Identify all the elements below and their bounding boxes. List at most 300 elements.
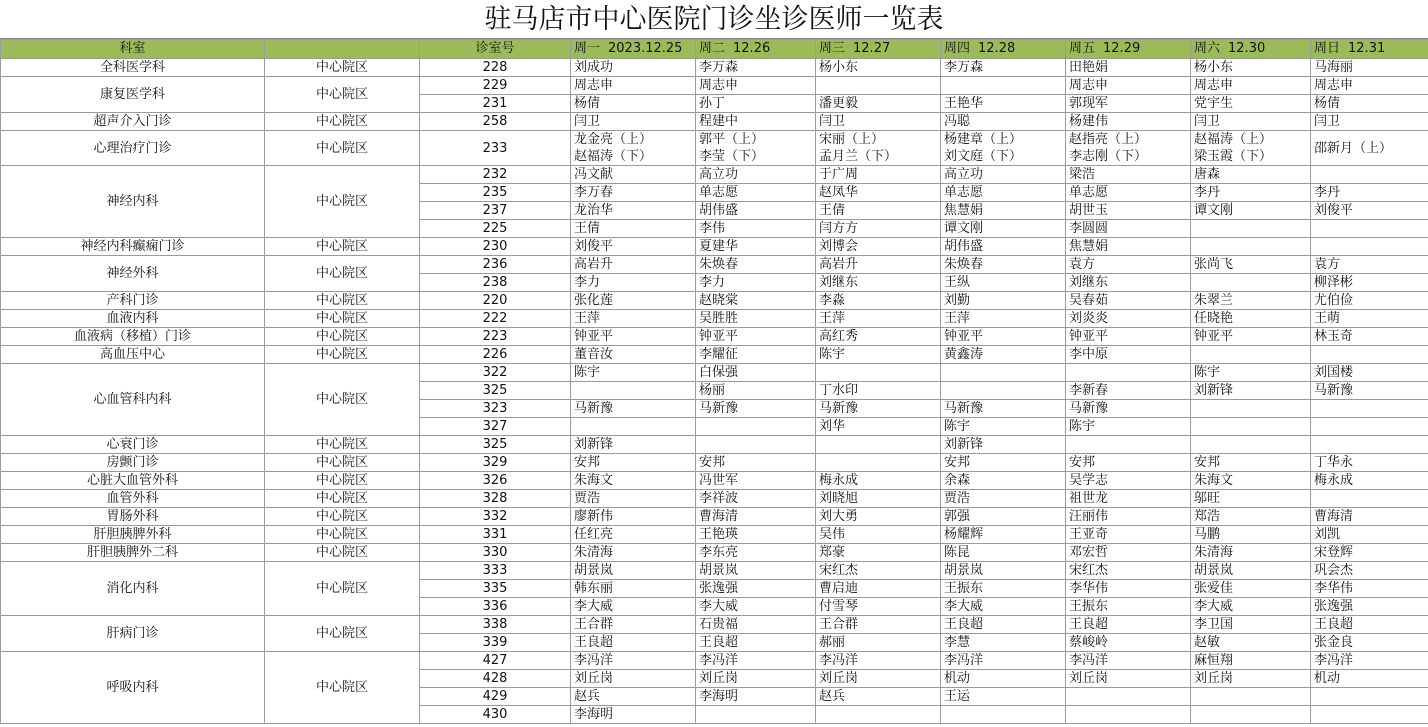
doctor-cell xyxy=(1191,274,1311,292)
doctor-cell: 王萌 xyxy=(1311,310,1428,328)
doctor-cell: 王纵 xyxy=(941,274,1066,292)
doctor-cell: 钟亚平 xyxy=(941,328,1066,346)
doctor-cell: 高岩升 xyxy=(816,256,941,274)
doctor-cell: 郭现军 xyxy=(1066,95,1191,113)
doctor-cell: 贾浩 xyxy=(941,490,1066,508)
page-title: 驻马店市中心医院门诊坐诊医师一览表 xyxy=(0,0,1428,39)
doctor-cell: 朱海文 xyxy=(571,472,696,490)
doctor-cell: 刘丘岗 xyxy=(571,670,696,688)
room-cell: 229 xyxy=(420,77,571,95)
doctor-cell: 刘新锋 xyxy=(941,436,1066,454)
doctor-cell: 朱焕春 xyxy=(941,256,1066,274)
doctor-cell: 王亚奇 xyxy=(1066,526,1191,544)
doctor-cell: 任红亮 xyxy=(571,526,696,544)
room-cell: 327 xyxy=(420,418,571,436)
doctor-cell: 李耀征 xyxy=(696,346,816,364)
doctor-cell: 程建中 xyxy=(696,113,816,131)
doctor-cell: 安邦 xyxy=(696,454,816,472)
room-cell: 429 xyxy=(420,688,571,706)
room-cell: 228 xyxy=(420,59,571,77)
doctor-cell: 王倩 xyxy=(571,220,696,238)
doctor-shift: 邵新月（上） xyxy=(1314,140,1393,156)
department-cell: 血液内科 xyxy=(1,310,265,328)
doctor-shift: 李志刚（下） xyxy=(1069,149,1148,164)
schedule-table xyxy=(0,39,1428,724)
doctor-cell: 陈昆 xyxy=(941,544,1066,562)
doctor-cell: 赵兵 xyxy=(571,688,696,706)
doctor-cell: 单志愿 xyxy=(696,184,816,202)
doctor-cell: 孙丁 xyxy=(696,95,816,113)
doctor-cell: 陈宇 xyxy=(941,418,1066,436)
doctor-cell: 王合群 xyxy=(816,616,941,634)
room-cell: 225 xyxy=(420,220,571,238)
doctor-cell: 李华伟 xyxy=(1066,580,1191,598)
room-cell: 226 xyxy=(420,346,571,364)
doctor-cell: 赵敏 xyxy=(1191,634,1311,652)
doctor-cell: 郑豪 xyxy=(816,544,941,562)
header-day-3: 周三 12.27 xyxy=(816,40,941,59)
doctor-cell: 祖世龙 xyxy=(1066,490,1191,508)
doctor-cell xyxy=(571,131,696,166)
table-row xyxy=(1,77,1428,95)
header-row xyxy=(1,40,1428,59)
doctor-cell: 周志申 xyxy=(1191,77,1311,95)
room-cell: 331 xyxy=(420,526,571,544)
doctor-cell: 李祥波 xyxy=(696,490,816,508)
room-cell: 220 xyxy=(420,292,571,310)
table-row xyxy=(1,544,1428,562)
table-row xyxy=(1,436,1428,454)
department-cell: 房颤门诊 xyxy=(1,454,265,472)
room-cell: 427 xyxy=(420,652,571,670)
doctor-cell: 石贵福 xyxy=(696,616,816,634)
room-cell: 329 xyxy=(420,454,571,472)
doctor-cell: 巩会杰 xyxy=(1311,562,1428,580)
header-day-5: 周五 12.29 xyxy=(1066,40,1191,59)
room-cell: 237 xyxy=(420,202,571,220)
doctor-cell: 吴春茹 xyxy=(1066,292,1191,310)
table-row xyxy=(1,238,1428,256)
room-cell: 325 xyxy=(420,382,571,400)
campus-cell: 中心院区 xyxy=(265,166,420,238)
doctor-cell: 张逸强 xyxy=(696,580,816,598)
doctor-cell: 朱清海 xyxy=(571,544,696,562)
doctor-cell: 杨建伟 xyxy=(1066,113,1191,131)
doctor-cell: 王萍 xyxy=(941,310,1066,328)
doctor-cell: 机动 xyxy=(941,670,1066,688)
doctor-cell: 刘丘岗 xyxy=(1066,670,1191,688)
header-room: 诊室号 xyxy=(420,40,571,59)
doctor-cell: 高立功 xyxy=(941,166,1066,184)
doctor-cell: 李淼 xyxy=(816,292,941,310)
doctor-cell: 李万春 xyxy=(571,184,696,202)
doctor-cell: 宋登辉 xyxy=(1311,544,1428,562)
campus-cell: 中心院区 xyxy=(265,256,420,292)
doctor-shift: 宋丽（上） xyxy=(819,132,885,147)
doctor-cell xyxy=(1191,131,1311,166)
doctor-cell: 曹海清 xyxy=(1311,508,1428,526)
doctor-cell: 李万森 xyxy=(941,59,1066,77)
doctor-cell: 汪丽伟 xyxy=(1066,508,1191,526)
doctor-cell xyxy=(1311,688,1428,706)
doctor-shift: 龙金亮（上） xyxy=(574,132,653,147)
doctor-cell: 宋红杰 xyxy=(1066,562,1191,580)
doctor-cell: 龙治华 xyxy=(571,202,696,220)
campus-cell: 中心院区 xyxy=(265,508,420,526)
doctor-shift: 杨建章（上） xyxy=(944,132,1023,147)
doctor-cell: 安邦 xyxy=(1191,454,1311,472)
department-cell: 呼吸内科 xyxy=(1,652,265,724)
doctor-cell: 刘炎炎 xyxy=(1066,310,1191,328)
campus-cell: 中心院区 xyxy=(265,346,420,364)
doctor-cell xyxy=(816,77,941,95)
department-cell: 心脏大血管外科 xyxy=(1,472,265,490)
doctor-cell xyxy=(1311,220,1428,238)
doctor-cell: 丁水印 xyxy=(816,382,941,400)
doctor-cell: 杨小东 xyxy=(1191,59,1311,77)
campus-cell: 中心院区 xyxy=(265,238,420,256)
doctor-cell: 李万森 xyxy=(696,59,816,77)
doctor-cell xyxy=(1311,131,1428,166)
department-cell: 神经外科 xyxy=(1,256,265,292)
doctor-cell xyxy=(1311,418,1428,436)
doctor-cell: 李冯洋 xyxy=(696,652,816,670)
department-cell: 肝病门诊 xyxy=(1,616,265,652)
table-row xyxy=(1,328,1428,346)
doctor-cell: 李大威 xyxy=(696,598,816,616)
doctor-cell: 李海明 xyxy=(571,706,696,724)
doctor-cell xyxy=(941,364,1066,382)
doctor-cell: 刘新锋 xyxy=(571,436,696,454)
department-cell: 胃肠外科 xyxy=(1,508,265,526)
doctor-cell: 谭文刚 xyxy=(1191,202,1311,220)
doctor-cell: 闫卫 xyxy=(816,113,941,131)
doctor-cell: 王良超 xyxy=(696,634,816,652)
header-day-6: 周六 12.30 xyxy=(1191,40,1311,59)
doctor-cell: 胡伟盛 xyxy=(696,202,816,220)
doctor-cell xyxy=(1191,418,1311,436)
header-day-4: 周四 12.28 xyxy=(941,40,1066,59)
header-day-7: 周日 12.31 xyxy=(1311,40,1428,59)
doctor-cell xyxy=(696,436,816,454)
doctor-cell: 李中原 xyxy=(1066,346,1191,364)
doctor-cell: 李大威 xyxy=(571,598,696,616)
doctor-cell: 曹启迪 xyxy=(816,580,941,598)
table-row xyxy=(1,490,1428,508)
doctor-cell xyxy=(1191,436,1311,454)
doctor-shift: 赵福涛（下） xyxy=(574,149,653,164)
room-cell: 326 xyxy=(420,472,571,490)
room-cell: 333 xyxy=(420,562,571,580)
doctor-cell xyxy=(816,131,941,166)
doctor-cell: 田艳娟 xyxy=(1066,59,1191,77)
doctor-cell xyxy=(1311,436,1428,454)
doctor-cell xyxy=(1066,436,1191,454)
room-cell: 328 xyxy=(420,490,571,508)
doctor-cell: 刘华 xyxy=(816,418,941,436)
table-row xyxy=(1,364,1428,382)
doctor-cell: 冯聪 xyxy=(941,113,1066,131)
table-row xyxy=(1,59,1428,77)
doctor-cell: 胡伟盛 xyxy=(941,238,1066,256)
campus-cell: 中心院区 xyxy=(265,113,420,131)
doctor-cell: 朱海文 xyxy=(1191,472,1311,490)
doctor-cell: 李冯洋 xyxy=(1311,652,1428,670)
campus-cell: 中心院区 xyxy=(265,454,420,472)
doctor-cell xyxy=(1311,490,1428,508)
department-cell: 神经内科癫痫门诊 xyxy=(1,238,265,256)
department-cell: 心血管科内科 xyxy=(1,364,265,436)
doctor-cell: 邬旺 xyxy=(1191,490,1311,508)
doctor-cell: 机动 xyxy=(1311,670,1428,688)
doctor-cell: 李东亮 xyxy=(696,544,816,562)
doctor-cell: 马新豫 xyxy=(696,400,816,418)
doctor-cell xyxy=(1191,220,1311,238)
table-row xyxy=(1,310,1428,328)
department-cell: 超声介入门诊 xyxy=(1,113,265,131)
doctor-cell: 王艳华 xyxy=(941,95,1066,113)
header-area xyxy=(265,40,420,59)
department-cell: 心衰门诊 xyxy=(1,436,265,454)
doctor-cell: 王倩 xyxy=(816,202,941,220)
doctor-cell xyxy=(941,131,1066,166)
room-cell: 233 xyxy=(420,131,571,166)
doctor-cell: 张金良 xyxy=(1311,634,1428,652)
doctor-cell: 马海丽 xyxy=(1311,59,1428,77)
doctor-cell: 钟亚平 xyxy=(1191,328,1311,346)
doctor-cell: 李力 xyxy=(696,274,816,292)
doctor-cell: 李大威 xyxy=(941,598,1066,616)
header-dept: 科室 xyxy=(1,40,265,59)
doctor-cell: 马新豫 xyxy=(816,400,941,418)
doctor-cell: 刘成功 xyxy=(571,59,696,77)
doctor-cell: 李冯洋 xyxy=(941,652,1066,670)
doctor-cell xyxy=(816,454,941,472)
doctor-cell: 赵晓棠 xyxy=(696,292,816,310)
doctor-cell: 高红秀 xyxy=(816,328,941,346)
doctor-cell: 陈宇 xyxy=(571,364,696,382)
campus-cell: 中心院区 xyxy=(265,652,420,724)
doctor-cell: 王良超 xyxy=(571,634,696,652)
campus-cell: 中心院区 xyxy=(265,562,420,616)
doctor-shift: 孟月兰（下） xyxy=(819,149,898,164)
doctor-cell: 刘丘岗 xyxy=(816,670,941,688)
doctor-cell: 于广周 xyxy=(816,166,941,184)
doctor-cell: 刘博会 xyxy=(816,238,941,256)
doctor-cell: 李力 xyxy=(571,274,696,292)
doctor-cell: 马新豫 xyxy=(1066,400,1191,418)
schedule-body xyxy=(1,59,1428,724)
doctor-cell: 郑浩 xyxy=(1191,508,1311,526)
room-cell: 336 xyxy=(420,598,571,616)
doctor-cell: 李华伟 xyxy=(1311,580,1428,598)
table-row xyxy=(1,346,1428,364)
doctor-cell: 李新春 xyxy=(1066,382,1191,400)
doctor-cell: 李卫国 xyxy=(1191,616,1311,634)
doctor-cell xyxy=(816,436,941,454)
doctor-cell: 钟亚平 xyxy=(696,328,816,346)
doctor-cell: 党宇生 xyxy=(1191,95,1311,113)
doctor-cell: 张尚飞 xyxy=(1191,256,1311,274)
campus-cell: 中心院区 xyxy=(265,472,420,490)
room-cell: 339 xyxy=(420,634,571,652)
doctor-cell: 李海明 xyxy=(696,688,816,706)
doctor-cell: 贾浩 xyxy=(571,490,696,508)
doctor-cell: 刘勤 xyxy=(941,292,1066,310)
doctor-cell: 王振东 xyxy=(941,580,1066,598)
doctor-cell: 闫卫 xyxy=(1191,113,1311,131)
doctor-cell: 刘继东 xyxy=(816,274,941,292)
doctor-cell: 任晓艳 xyxy=(1191,310,1311,328)
department-cell: 血管外科 xyxy=(1,490,265,508)
table-row xyxy=(1,131,1428,166)
doctor-cell: 董音汝 xyxy=(571,346,696,364)
doctor-cell: 杨小东 xyxy=(816,59,941,77)
doctor-cell: 安邦 xyxy=(1066,454,1191,472)
doctor-cell: 刘晓旭 xyxy=(816,490,941,508)
doctor-cell: 刘凯 xyxy=(1311,526,1428,544)
doctor-cell: 李伟 xyxy=(696,220,816,238)
doctor-cell: 陈宇 xyxy=(1191,364,1311,382)
room-cell: 236 xyxy=(420,256,571,274)
doctor-cell: 张爱佳 xyxy=(1191,580,1311,598)
doctor-cell: 刘国楼 xyxy=(1311,364,1428,382)
doctor-cell: 邓宏哲 xyxy=(1066,544,1191,562)
doctor-cell: 李圆圆 xyxy=(1066,220,1191,238)
doctor-cell: 张逸强 xyxy=(1311,598,1428,616)
doctor-cell xyxy=(1191,346,1311,364)
room-cell: 235 xyxy=(420,184,571,202)
doctor-cell: 高岩升 xyxy=(571,256,696,274)
room-cell: 323 xyxy=(420,400,571,418)
doctor-cell xyxy=(696,131,816,166)
doctor-cell: 唐森 xyxy=(1191,166,1311,184)
room-cell: 322 xyxy=(420,364,571,382)
table-row xyxy=(1,616,1428,634)
doctor-cell: 冯世军 xyxy=(696,472,816,490)
doctor-cell xyxy=(941,77,1066,95)
department-cell: 心理治疗门诊 xyxy=(1,131,265,166)
doctor-cell xyxy=(1191,688,1311,706)
header-day-2: 周二 12.26 xyxy=(696,40,816,59)
department-cell: 血液病（移植）门诊 xyxy=(1,328,265,346)
doctor-cell xyxy=(1066,706,1191,724)
doctor-cell xyxy=(1191,400,1311,418)
campus-cell: 中心院区 xyxy=(265,292,420,310)
table-row xyxy=(1,526,1428,544)
doctor-cell: 林玉奇 xyxy=(1311,328,1428,346)
doctor-cell: 袁方 xyxy=(1311,256,1428,274)
doctor-cell: 陈宇 xyxy=(1066,418,1191,436)
room-cell: 222 xyxy=(420,310,571,328)
room-cell: 238 xyxy=(420,274,571,292)
doctor-cell: 王萍 xyxy=(571,310,696,328)
doctor-cell: 宋红杰 xyxy=(816,562,941,580)
doctor-cell: 郭强 xyxy=(941,508,1066,526)
doctor-cell: 廖新伟 xyxy=(571,508,696,526)
table-row xyxy=(1,472,1428,490)
doctor-cell: 袁方 xyxy=(1066,256,1191,274)
doctor-cell: 闫卫 xyxy=(571,113,696,131)
room-cell: 258 xyxy=(420,113,571,131)
doctor-cell: 安邦 xyxy=(941,454,1066,472)
table-row xyxy=(1,256,1428,274)
doctor-cell xyxy=(1066,131,1191,166)
doctor-cell: 马新豫 xyxy=(941,400,1066,418)
department-cell: 消化内科 xyxy=(1,562,265,616)
campus-cell: 中心院区 xyxy=(265,77,420,113)
doctor-cell: 刘俊平 xyxy=(571,238,696,256)
doctor-shift: 赵指亮（上） xyxy=(1069,132,1148,147)
doctor-cell: 刘俊平 xyxy=(1311,202,1428,220)
doctor-cell: 胡景岚 xyxy=(1191,562,1311,580)
doctor-cell xyxy=(1311,400,1428,418)
doctor-cell: 付雪琴 xyxy=(816,598,941,616)
doctor-cell: 马鹏 xyxy=(1191,526,1311,544)
doctor-cell: 梅永成 xyxy=(1311,472,1428,490)
doctor-cell: 杨倩 xyxy=(571,95,696,113)
table-row xyxy=(1,562,1428,580)
doctor-cell: 韩东丽 xyxy=(571,580,696,598)
doctor-cell: 王运 xyxy=(941,688,1066,706)
doctor-cell: 柳泽彬 xyxy=(1311,274,1428,292)
room-cell: 231 xyxy=(420,95,571,113)
department-cell: 康复医学科 xyxy=(1,77,265,113)
department-cell: 神经内科 xyxy=(1,166,265,238)
doctor-cell: 王艳瑛 xyxy=(696,526,816,544)
doctor-cell: 安邦 xyxy=(571,454,696,472)
doctor-cell: 朱翠兰 xyxy=(1191,292,1311,310)
doctor-cell: 周志申 xyxy=(1066,77,1191,95)
doctor-cell: 谭文刚 xyxy=(941,220,1066,238)
doctor-cell: 吴胜胜 xyxy=(696,310,816,328)
department-cell: 产科门诊 xyxy=(1,292,265,310)
doctor-cell: 梁浩 xyxy=(1066,166,1191,184)
doctor-cell: 王萍 xyxy=(816,310,941,328)
doctor-cell: 胡景岚 xyxy=(571,562,696,580)
doctor-shift: 李莹（下） xyxy=(699,149,765,164)
room-cell: 335 xyxy=(420,580,571,598)
doctor-cell: 王良超 xyxy=(1311,616,1428,634)
doctor-cell: 黄鑫涛 xyxy=(941,346,1066,364)
doctor-cell: 杨丽 xyxy=(696,382,816,400)
doctor-cell: 闫卫 xyxy=(1311,113,1428,131)
doctor-cell: 夏建华 xyxy=(696,238,816,256)
room-cell: 232 xyxy=(420,166,571,184)
doctor-cell xyxy=(941,382,1066,400)
doctor-cell: 王良超 xyxy=(1066,616,1191,634)
doctor-cell: 杨倩 xyxy=(1311,95,1428,113)
doctor-cell: 李丹 xyxy=(1311,184,1428,202)
doctor-cell: 曹海清 xyxy=(696,508,816,526)
doctor-cell: 陈宇 xyxy=(816,346,941,364)
doctor-cell xyxy=(1066,364,1191,382)
doctor-cell: 闫方方 xyxy=(816,220,941,238)
doctor-cell: 周志申 xyxy=(1311,77,1428,95)
doctor-cell: 王良超 xyxy=(941,616,1066,634)
campus-cell: 中心院区 xyxy=(265,131,420,166)
doctor-cell: 胡景岚 xyxy=(941,562,1066,580)
table-row xyxy=(1,166,1428,184)
doctor-cell xyxy=(1311,706,1428,724)
room-cell: 330 xyxy=(420,544,571,562)
doctor-cell: 马新豫 xyxy=(1311,382,1428,400)
room-cell: 325 xyxy=(420,436,571,454)
doctor-cell: 周志申 xyxy=(571,77,696,95)
campus-cell: 中心院区 xyxy=(265,364,420,436)
doctor-cell: 赵凤华 xyxy=(816,184,941,202)
doctor-cell: 王振东 xyxy=(1066,598,1191,616)
